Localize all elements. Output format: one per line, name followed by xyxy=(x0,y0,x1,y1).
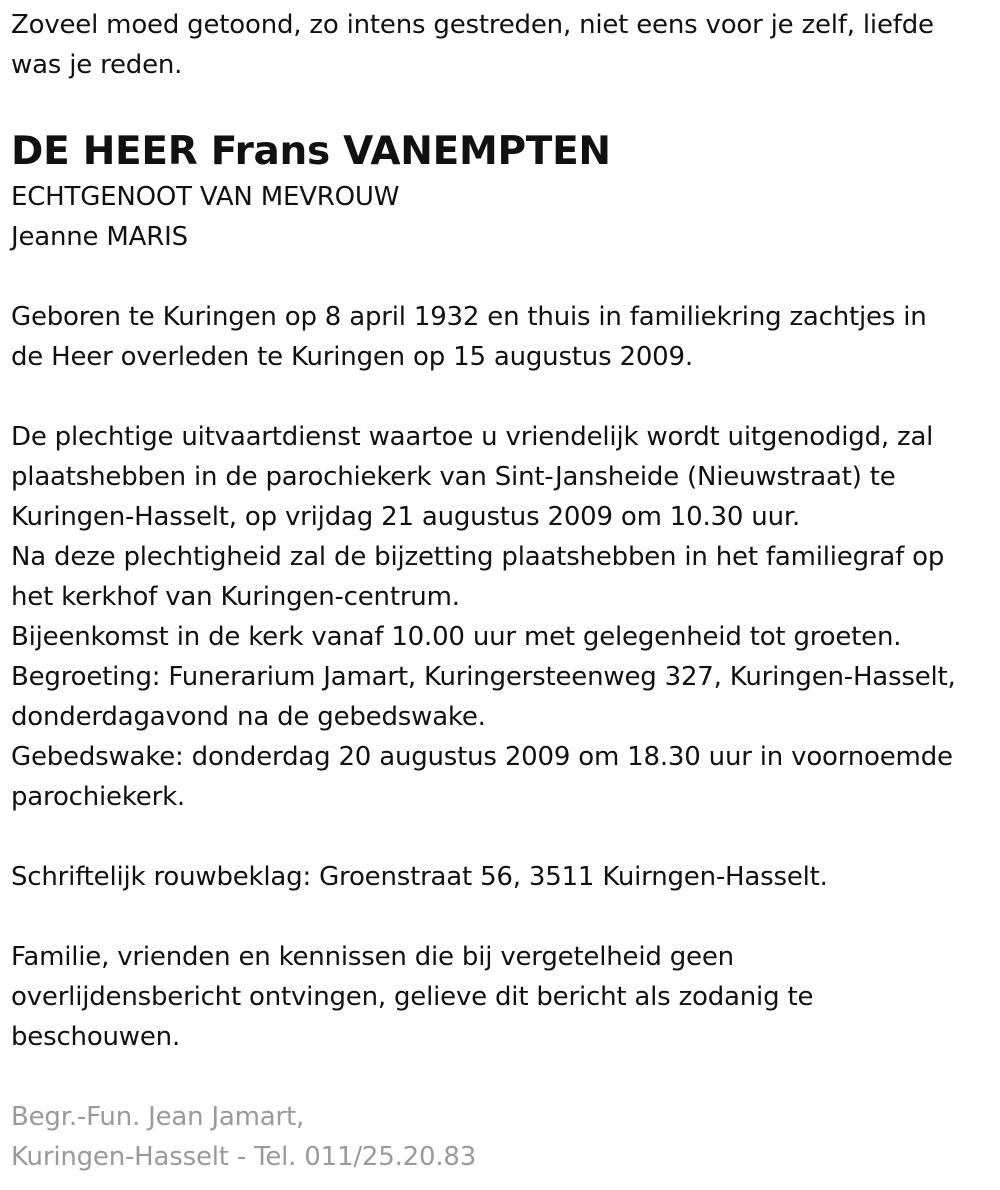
paragraph-line: overlijdensbericht ontvingen, gelieve dit bericht als zodanig te xyxy=(11,982,814,1012)
paragraph-line: beschouwen. xyxy=(11,1022,181,1052)
spacer xyxy=(11,817,988,857)
spacer xyxy=(11,377,988,417)
birth-death-paragraph xyxy=(11,297,988,377)
notice-paragraph xyxy=(11,937,988,1057)
credit-line: Begr.-Fun. Jean Jamart, xyxy=(11,1102,305,1132)
paragraph-line: De plechtige uitvaartdienst waartoe u vriendelijk wordt uitgenodigd, zal xyxy=(11,422,934,452)
paragraph-line: Gebedswake: donderdag 20 augustus 2009 om 18.30 uur in voornoemde xyxy=(11,742,953,772)
paragraph-line: Kuringen-Hasselt, op vrijdag 21 augustus 2009 om 10.30 uur. xyxy=(11,502,801,532)
paragraph-line: donderdagavond na de gebedswake. xyxy=(11,702,486,732)
motto-line: Zoveel moed getoond, zo intens gestreden, niet eens voor je zelf, liefde xyxy=(11,10,934,40)
paragraph-line: Na deze plechtigheid zal de bijzetting plaatshebben in het familiegraf op xyxy=(11,542,945,572)
paragraph-line: parochiekerk. xyxy=(11,782,185,812)
credit-line: Kuringen-Hasselt - Tel. 011/25.20.83 xyxy=(11,1142,477,1172)
spacer xyxy=(11,1057,988,1097)
funeral-home-credit xyxy=(11,1097,988,1177)
paragraph-line: Begroeting: Funerarium Jamart, Kuringersteenweg 327, Kuringen-Hasselt, xyxy=(11,662,956,692)
relation-label: ECHTGENOOT VAN MEVROUW xyxy=(11,182,400,212)
paragraph-line: het kerkhof van Kuringen-centrum. xyxy=(11,582,460,612)
motto xyxy=(11,5,988,85)
paragraph-line: Bijeenkomst in de kerk vanaf 10.00 uur met gelegenheid tot groeten. xyxy=(11,622,902,652)
spouse-name: Jeanne MARIS xyxy=(11,222,188,252)
spacer xyxy=(11,897,988,937)
paragraph-line: Geboren te Kuringen op 8 april 1932 en thuis in familiekring zachtjes in xyxy=(11,302,927,332)
motto-line: was je reden. xyxy=(11,50,183,80)
paragraph-line: Familie, vrienden en kennissen die bij vergetelheid geen xyxy=(11,942,734,972)
ceremony-paragraph xyxy=(11,417,988,817)
condolence-paragraph xyxy=(11,857,988,897)
paragraph-line: Schriftelijk rouwbeklag: Groenstraat 56, 3511 Kuirngen-Hasselt. xyxy=(11,862,828,892)
paragraph-line: de Heer overleden te Kuringen op 15 augustus 2009. xyxy=(11,342,693,372)
paragraph-line: plaatshebben in de parochiekerk van Sint-Jansheide (Nieuwstraat) te xyxy=(11,462,896,492)
deceased-name: DE HEER Frans VANEMPTEN xyxy=(11,129,611,174)
spacer xyxy=(11,257,988,297)
